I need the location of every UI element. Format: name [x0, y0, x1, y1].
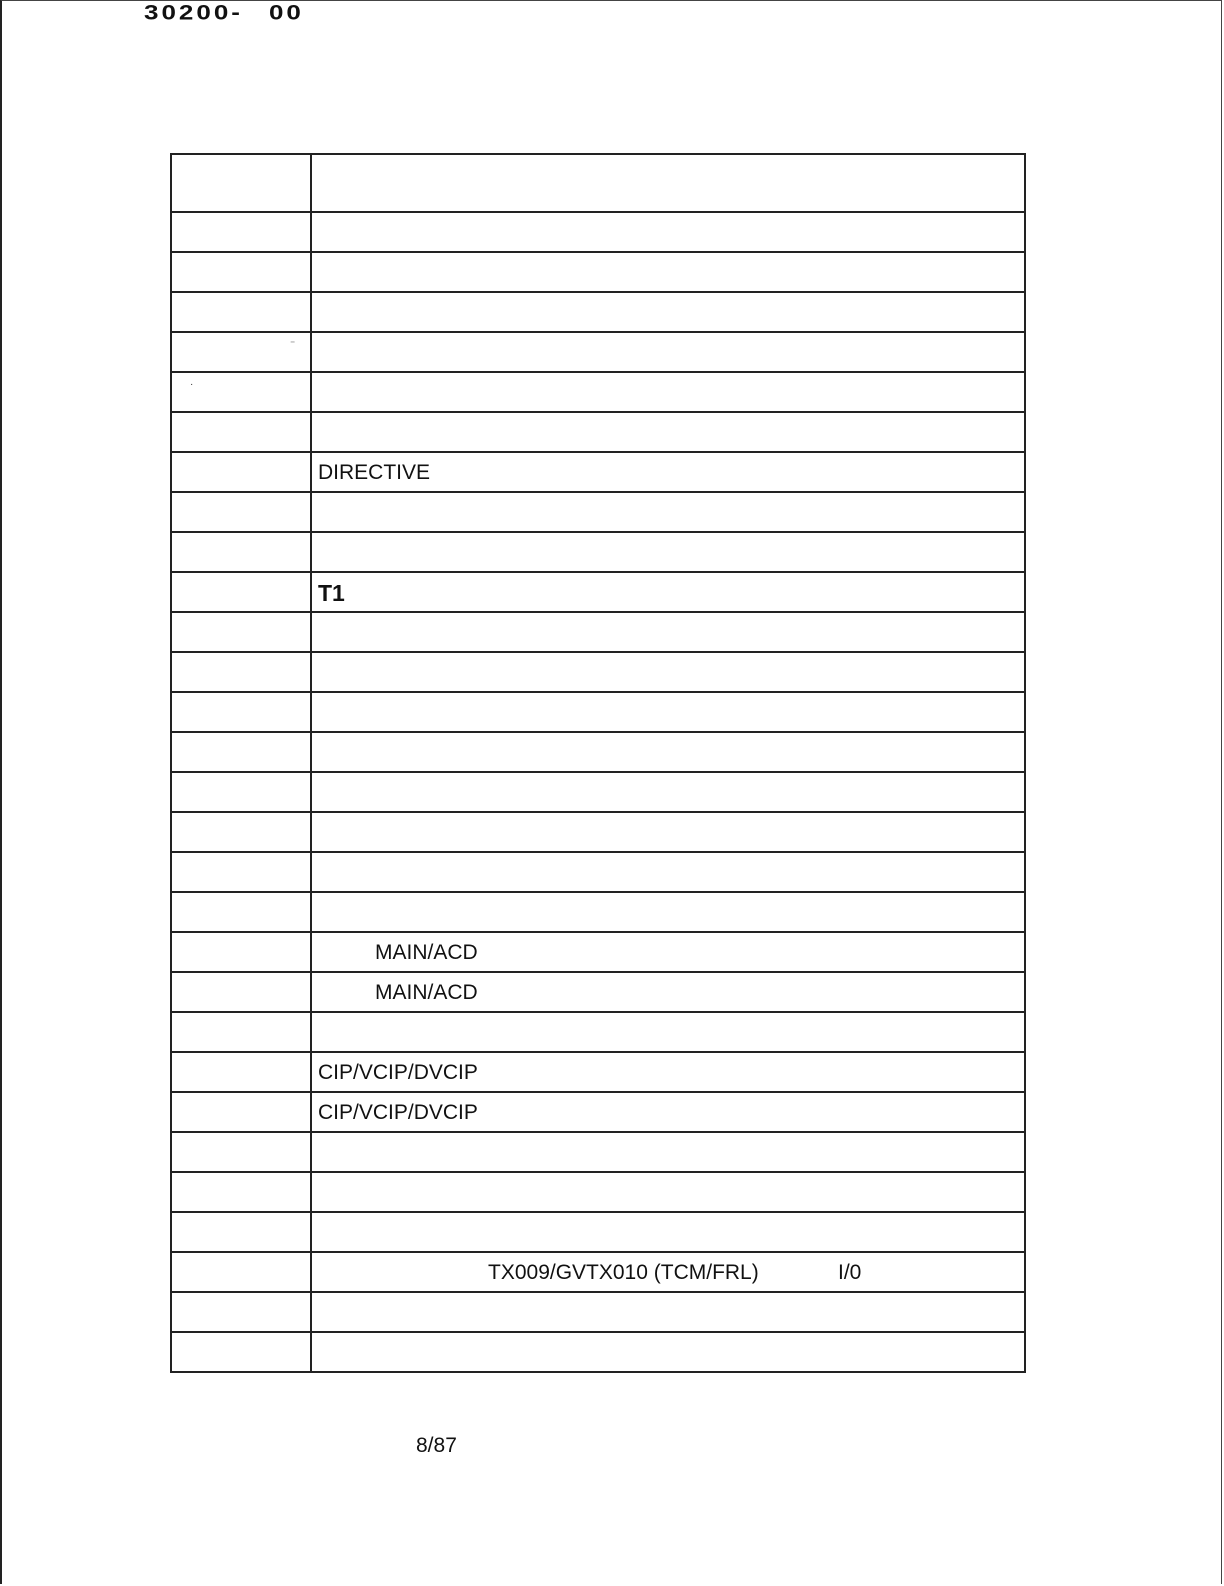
row-cell-right — [312, 733, 1026, 771]
row-cell-left — [170, 213, 312, 251]
table-row — [170, 933, 1026, 973]
row-cell-right — [312, 493, 1026, 531]
row-cell-left — [170, 733, 312, 771]
header-cell-right — [312, 155, 1026, 211]
row-cell-left — [170, 413, 312, 451]
table-row — [170, 853, 1026, 893]
table-header-row — [170, 153, 1026, 213]
row-cell-right — [312, 1253, 1026, 1291]
row-cell-right — [312, 1213, 1026, 1251]
table-row — [170, 1213, 1026, 1253]
row-cell-right — [312, 613, 1026, 651]
row-text: T1 — [318, 580, 345, 606]
row-cell-right — [312, 813, 1026, 851]
document-number — [144, 2, 304, 20]
row-text: DIRECTIVE — [318, 461, 431, 484]
row-cell-right — [312, 933, 1026, 971]
row-cell-left — [170, 693, 312, 731]
row-cell-left — [170, 253, 312, 291]
table-row — [170, 373, 1026, 413]
row-cell-right — [312, 373, 1026, 411]
row-cell-right — [312, 333, 1026, 371]
row-extra-text: I/0 — [838, 1261, 862, 1284]
table-row — [170, 1333, 1026, 1373]
scan-mark: · — [190, 379, 194, 390]
row-cell-left — [170, 573, 312, 611]
table-row — [170, 493, 1026, 533]
row-cell-right — [312, 1173, 1026, 1211]
row-cell-left — [170, 853, 312, 891]
doc-number-right: 00 — [268, 2, 304, 20]
scan-mark: ⁻ — [290, 339, 296, 350]
table-row — [170, 333, 1026, 373]
row-cell-left — [170, 893, 312, 931]
table-row — [170, 1253, 1026, 1293]
table-row — [170, 533, 1026, 573]
row-cell-right — [312, 213, 1026, 251]
table-row — [170, 1013, 1026, 1053]
row-cell-right — [312, 533, 1026, 571]
row-cell-left — [170, 813, 312, 851]
row-cell-right — [312, 573, 1026, 611]
row-cell-left — [170, 1133, 312, 1171]
table-row — [170, 733, 1026, 773]
row-cell-left — [170, 1253, 312, 1291]
row-cell-right — [312, 773, 1026, 811]
row-text: CIP/VCIP/DVCIP — [318, 1101, 478, 1124]
row-cell-left — [170, 373, 312, 411]
header-cell-left — [170, 155, 312, 211]
row-text: MAIN/ACD — [375, 981, 478, 1004]
row-text: TX009/GVTX010 (TCM/FRL) — [488, 1261, 759, 1284]
table-row — [170, 453, 1026, 493]
row-cell-right — [312, 413, 1026, 451]
row-cell-left — [170, 493, 312, 531]
row-cell-left — [170, 613, 312, 651]
table-row — [170, 413, 1026, 453]
row-cell-right — [312, 853, 1026, 891]
table-row — [170, 213, 1026, 253]
row-cell-left — [170, 773, 312, 811]
table-row — [170, 653, 1026, 693]
row-cell-left — [170, 1173, 312, 1211]
row-cell-left — [170, 1013, 312, 1051]
row-cell-right — [312, 893, 1026, 931]
row-cell-right — [312, 453, 1026, 491]
row-cell-left — [170, 653, 312, 691]
row-cell-left — [170, 1093, 312, 1131]
row-text: CIP/VCIP/DVCIP — [318, 1061, 478, 1084]
row-cell-left — [170, 333, 312, 371]
row-cell-left — [170, 973, 312, 1011]
table-row — [170, 813, 1026, 853]
row-cell-right — [312, 1093, 1026, 1131]
table-row — [170, 253, 1026, 293]
row-cell-left — [170, 1293, 312, 1331]
row-cell-right — [312, 1053, 1026, 1091]
table-row — [170, 973, 1026, 1013]
row-cell-right — [312, 1013, 1026, 1051]
row-cell-right — [312, 253, 1026, 291]
row-cell-right — [312, 1333, 1026, 1371]
table-row — [170, 573, 1026, 613]
row-cell-right — [312, 1293, 1026, 1331]
table-row — [170, 1173, 1026, 1213]
table-row — [170, 1053, 1026, 1093]
table-row — [170, 293, 1026, 333]
document-table — [170, 153, 1026, 1373]
doc-number-left: 30200- — [144, 2, 243, 20]
row-cell-right — [312, 693, 1026, 731]
table-row — [170, 1093, 1026, 1133]
table-row — [170, 893, 1026, 933]
row-cell-left — [170, 1053, 312, 1091]
row-cell-left — [170, 933, 312, 971]
row-cell-left — [170, 293, 312, 331]
table-row — [170, 613, 1026, 653]
row-cell-left — [170, 453, 312, 491]
row-cell-right — [312, 1133, 1026, 1171]
table-row — [170, 1133, 1026, 1173]
row-cell-right — [312, 293, 1026, 331]
table-row — [170, 1293, 1026, 1333]
row-cell-left — [170, 1213, 312, 1251]
table-row — [170, 693, 1026, 733]
row-cell-left — [170, 1333, 312, 1371]
row-text: MAIN/ACD — [375, 941, 478, 964]
table-row — [170, 773, 1026, 813]
footer-date: 8/87 — [416, 1434, 457, 1457]
row-cell-right — [312, 973, 1026, 1011]
row-cell-right — [312, 653, 1026, 691]
row-cell-left — [170, 533, 312, 571]
